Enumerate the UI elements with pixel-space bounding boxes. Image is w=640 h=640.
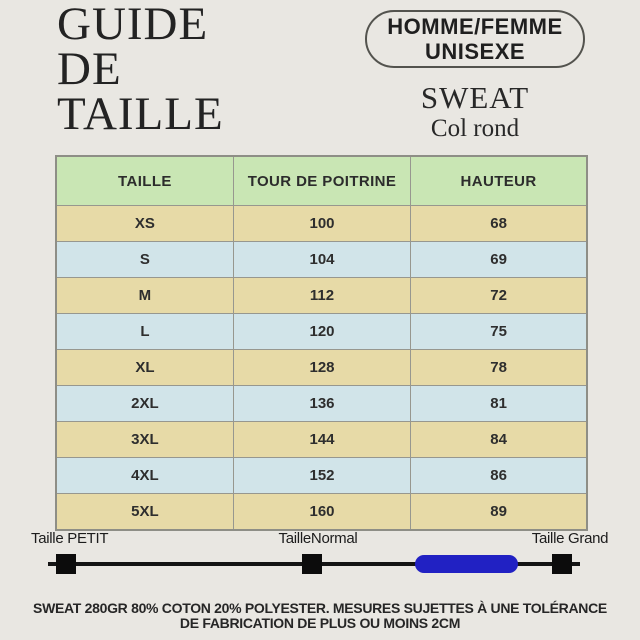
table-cell: 84	[411, 422, 587, 458]
fit-marker-large	[552, 554, 572, 574]
table-cell: 2XL	[56, 386, 233, 422]
fit-indicator-pill	[415, 555, 518, 573]
table-cell: S	[56, 242, 233, 278]
gender-badge	[365, 10, 585, 68]
table-cell: 144	[233, 422, 410, 458]
table-cell: 3XL	[56, 422, 233, 458]
column-header-hauteur: HAUTEUR	[411, 156, 587, 206]
table-row	[56, 422, 587, 458]
table-cell: 89	[411, 494, 587, 531]
page-title-line: DE	[57, 43, 122, 95]
fit-marker-normal	[302, 554, 322, 574]
table-cell: 160	[233, 494, 410, 531]
footer-note-line: DE FABRICATION DE PLUS OU MOINS 2CM	[179, 615, 461, 631]
fit-label-normal: TailleNormal	[278, 530, 358, 547]
table-cell: 78	[411, 350, 587, 386]
table-cell: 75	[411, 314, 587, 350]
table-cell: 100	[233, 206, 410, 242]
size-table-body	[56, 206, 587, 531]
gender-badge-line: HOMME/FEMME	[387, 14, 563, 39]
table-cell: 120	[233, 314, 410, 350]
fit-label-small: Taille PETIT	[31, 530, 109, 547]
page-title	[57, 0, 224, 140]
fit-label-large: Taille Grand	[531, 530, 609, 547]
table-cell: 69	[411, 242, 587, 278]
table-row	[56, 314, 587, 350]
table-row	[56, 242, 587, 278]
table-cell: XS	[56, 206, 233, 242]
footer-note-line: SWEAT 280GR 80% COTON 20% POLYESTER. MESURES SUJETTES À UNE TOLÉRANCE	[33, 600, 607, 616]
column-header-taille: TAILLE	[56, 156, 233, 206]
footer-note	[30, 601, 610, 631]
table-cell: M	[56, 278, 233, 314]
table-row	[56, 386, 587, 422]
product-subtitle: Col rond	[430, 115, 520, 142]
table-cell: 72	[411, 278, 587, 314]
table-header-row	[56, 156, 587, 206]
page-title-line: TAILLE	[57, 88, 224, 140]
table-cell: 86	[411, 458, 587, 494]
table-cell: 5XL	[56, 494, 233, 531]
table-cell: 112	[233, 278, 410, 314]
table-cell: 4XL	[56, 458, 233, 494]
page-title-line: GUIDE	[57, 0, 209, 50]
table-cell: 152	[233, 458, 410, 494]
size-table	[55, 155, 588, 531]
table-row	[56, 350, 587, 386]
table-row	[56, 206, 587, 242]
table-cell: 104	[233, 242, 410, 278]
table-cell: L	[56, 314, 233, 350]
table-row	[56, 278, 587, 314]
table-cell: 81	[411, 386, 587, 422]
table-cell: 136	[233, 386, 410, 422]
table-row	[56, 494, 587, 531]
fit-marker-small	[56, 554, 76, 574]
table-cell: 128	[233, 350, 410, 386]
table-cell: 68	[411, 206, 587, 242]
column-header-tour-de-poitrine: TOUR DE POITRINE	[233, 156, 410, 206]
table-row	[56, 458, 587, 494]
product-name: SWEAT	[420, 80, 530, 115]
table-cell: XL	[56, 350, 233, 386]
gender-badge-line: UNISEXE	[424, 39, 526, 64]
